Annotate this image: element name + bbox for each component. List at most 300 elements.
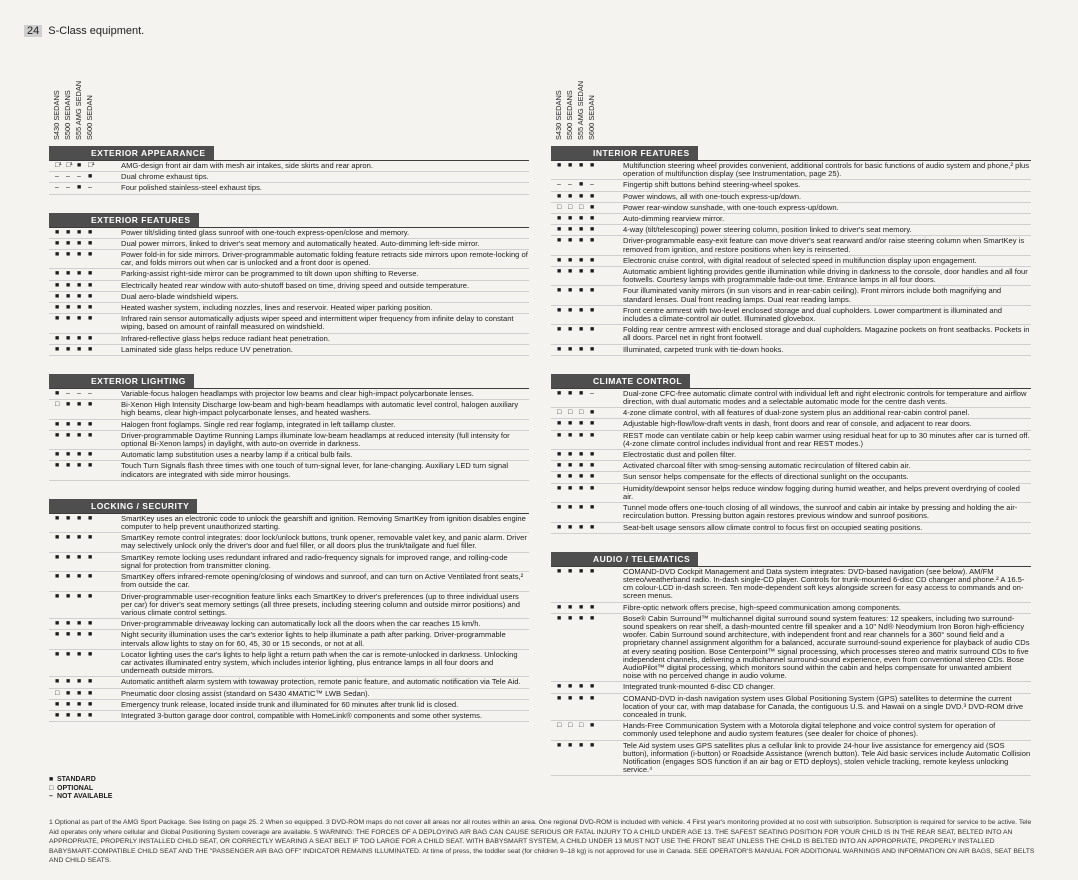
availability-marks: [49, 534, 119, 542]
standard-icon: ■: [49, 776, 54, 783]
availability-icon: ■: [590, 345, 595, 353]
feature-text: Fibre-optic network offers precise, high-speed communication among components.: [623, 602, 902, 612]
availability-icon: ■: [590, 287, 595, 295]
feature-row: [49, 533, 529, 552]
availability-icon: ■: [77, 462, 82, 470]
feature-text: Driver-programmable easy-exit feature can move driver's seat rearward and/or raise steering column when SmartKey is removed from ignition, and restore positions when key is reinserted.: [623, 236, 1025, 254]
availability-icon: ■: [77, 228, 82, 236]
feature-text: Automatic lamp substitution uses a nearby lamp if a critical bulb fails.: [121, 450, 353, 460]
availability-icon: ■: [568, 741, 573, 749]
feature-text: Infrared-reflective glass helps reduce radiant heat penetration.: [121, 333, 330, 343]
availability-icon: ■: [77, 711, 82, 719]
section-title: CLIMATE CONTROL: [551, 374, 690, 388]
right-column: [551, 60, 1031, 776]
feature-text: Folding rear centre armrest with enclosed storage and dual cupholders. Magazine pockets on front seatbacks. Pockets in all doors. Parcel net in right front footwell.: [623, 325, 1030, 343]
section-title: AUDIO / TELEMATICS: [551, 552, 698, 566]
footnote: 1 Optional as part of the AMG Sport Package. See listing on page 25. 2 When so equipped. 3 DVD-ROM maps do not cover all areas nor all routes within an area. One regional DVD-ROM is included with vehicle. 4 First year's monitoring provided at no cost with subscription. Subscription is required for service to be active. Tele Aid operates only where cellular and Global Positioning System coverage are available. 5 WARNING: THE FORCES OF A DEPLOYING AIR BAG CAN CAUSE SERIOUS OR FATAL INJURY TO A CHILD UNDER AGE 13. THE SAFEST SEATING POSITION FOR YOUR CHILD IS IN THE REAR SEAT, BELTED INTO AN APPROPRIATE, PROPERLY INSTALLED CHILD SEAT, OR CORRECTLY WEARING A SEAT BELT IF TOO LARGE FOR A CHILD SEAT. WITH BABYSMART SYSTEM, A CHILD UNDER 13 MUST NOT USE THE FRONT SEAT UNLESS THE CHILD IS BELTED INTO AN APPROPRIATE, PROPERLY INSTALLED BABYSMART-COMPATIBLE CHILD SEAT AND THE "PASSENGER AIR BAG OFF" INDICATOR REMAINS ILLUMINATED. At time of press, the toddler seat (for children 9–18 kg) is not approved for use in Canada. SEE OPERATOR'S MANUAL FOR ADDITIONAL WARNINGS AND INFORMATION ON AIR BAGS, SEAT BELTS AND CHILD SEATS.: [49, 819, 1035, 865]
availability-marks: [49, 573, 119, 581]
availability-marks: [551, 742, 621, 750]
feature-text: 4-way (tilt/telescoping) power steering column, position linked to driver's seat memory.: [623, 225, 912, 235]
availability-icon: ■: [77, 162, 82, 169]
availability-icon: ■: [590, 683, 595, 691]
availability-icon: ■: [568, 192, 573, 200]
availability-marks: [49, 620, 119, 628]
availability-icon: ■: [590, 306, 595, 314]
availability-icon: ■: [557, 162, 562, 169]
feature-row: [551, 472, 1031, 483]
availability-marks: [551, 326, 621, 334]
feature-text: Seat-belt usage sensors allow climate control to focus first on occupied seating positions.: [623, 522, 923, 532]
model-header: S600 SEDAN: [85, 95, 94, 140]
model-header: S500 SEDANS: [63, 90, 72, 140]
availability-icon: ■: [77, 689, 82, 697]
availability-icon: ■: [557, 614, 562, 622]
availability-icon: ■: [557, 694, 562, 702]
availability-marks: [49, 390, 119, 398]
section-title: LOCKING / SECURITY: [49, 499, 197, 513]
feature-text: Locator lighting uses the car's lights to help light a return path when the car is remote-unlocked in darkness. Unlocking car activates illuminated entry system, which includes interior lighting, plus entrance lamps in all four doors and underneath outside mirrors.: [121, 649, 518, 676]
availability-icon: ■: [55, 514, 60, 522]
feature-text: Four polished stainless-steel exhaust tips.: [121, 183, 262, 193]
availability-icon: ■: [590, 192, 595, 200]
availability-icon: ■: [568, 345, 573, 353]
availability-icon: ■: [579, 389, 584, 397]
feature-row: [551, 567, 1031, 603]
availability-icon: ■: [55, 553, 60, 561]
availability-icon: ■: [55, 228, 60, 236]
feature-section: [49, 209, 529, 356]
availability-icon: ■: [579, 268, 584, 276]
availability-icon: ■: [579, 694, 584, 702]
feature-text: Pneumatic door closing assist (standard on S430 4MATIC™ LWB Sedan).: [121, 688, 370, 698]
feature-row: [49, 400, 529, 419]
availability-icon: ■: [590, 603, 595, 611]
model-header: S600 SEDAN: [587, 95, 596, 140]
model-header: S430 SEDANS: [554, 90, 563, 140]
availability-icon: □: [557, 722, 562, 730]
availability-icon: ■: [568, 603, 573, 611]
availability-marks: [551, 193, 621, 201]
availability-icon: ■: [77, 184, 82, 192]
availability-icon: –: [557, 181, 561, 189]
availability-icon: –: [66, 390, 70, 398]
left-sections: [49, 142, 529, 722]
availability-icon: ■: [55, 345, 60, 353]
availability-icon: ■: [66, 345, 71, 353]
feature-section: [49, 495, 529, 722]
availability-marks: [551, 568, 621, 576]
feature-row: [551, 523, 1031, 534]
availability-icon: ■: [88, 420, 93, 428]
availability-icon: ■: [590, 523, 595, 531]
availability-icon: ■: [579, 741, 584, 749]
availability-icon: ■: [579, 226, 584, 234]
feature-row: [49, 345, 529, 356]
feature-section: [551, 548, 1031, 777]
feature-text: Adjustable high-flow/low-draft vents in dash, front doors and rear of console, and adjacent to rear doors.: [623, 419, 972, 429]
feature-row: [49, 461, 529, 480]
feature-row: [49, 281, 529, 292]
availability-icon: ■: [579, 504, 584, 512]
availability-icon: □: [557, 409, 562, 417]
availability-icon: ■: [88, 281, 93, 289]
feature-text: Activated charcoal filter with smog-sensing automatic recirculation of filtered cabin air.: [623, 461, 911, 471]
feature-row: [551, 682, 1031, 693]
availability-icon: ■: [66, 228, 71, 236]
availability-icon: ■: [88, 650, 93, 658]
availability-icon: ■: [568, 162, 573, 169]
feature-text: Automatic antitheft alarm system with towaway protection, remote panic feature, and automatic notification via Tele Aid.: [121, 677, 521, 687]
feature-row: [551, 431, 1031, 450]
section-header: [49, 370, 529, 389]
availability-icon: ■: [77, 534, 82, 542]
availability-icon: ■: [88, 239, 93, 247]
availability-icon: ■: [77, 239, 82, 247]
page-title: S-Class equipment.: [48, 25, 145, 37]
availability-icon: ■: [557, 504, 562, 512]
feature-row: [551, 286, 1031, 305]
availability-icon: ■: [77, 553, 82, 561]
feature-text: Dual aero-blade windshield wipers.: [121, 291, 239, 301]
availability-icon: ■: [77, 270, 82, 278]
availability-icon: ■: [77, 292, 82, 300]
feature-text: Dual power mirrors, linked to driver's seat memory and automatically heated. Auto-dimming left-side mirror.: [121, 238, 480, 248]
availability-icon: ■: [77, 315, 82, 323]
availability-icon: ■: [590, 409, 595, 417]
availability-icon: ■: [590, 431, 595, 439]
availability-icon: ■: [568, 306, 573, 314]
availability-icon: ■: [88, 315, 93, 323]
page-number: 24: [24, 25, 42, 37]
availability-icon: ■: [557, 345, 562, 353]
availability-marks: [49, 593, 119, 601]
availability-icon: □: [579, 722, 584, 730]
availability-icon: ■: [568, 237, 573, 245]
right-sections: [551, 142, 1031, 776]
availability-icon: –: [66, 173, 70, 181]
availability-icon: ■: [568, 226, 573, 234]
availability-marks: [49, 335, 119, 343]
feature-row: [551, 180, 1031, 191]
availability-icon: ■: [77, 345, 82, 353]
feature-row: [49, 689, 529, 700]
availability-icon: ■: [77, 631, 82, 639]
feature-row: [49, 228, 529, 239]
availability-marks: [551, 268, 621, 276]
availability-icon: ■: [590, 504, 595, 512]
availability-marks: [551, 473, 621, 481]
availability-icon: ■: [66, 700, 71, 708]
feature-row: [551, 503, 1031, 522]
availability-icon: ■: [579, 326, 584, 334]
availability-icon: ■: [579, 567, 584, 575]
availability-marks: [49, 421, 119, 429]
availability-icon: ■: [66, 292, 71, 300]
availability-icon: ■: [590, 473, 595, 481]
availability-icon: ■: [77, 401, 82, 409]
feature-text: Power rear-window sunshade, with one-touch express-up/down.: [623, 202, 839, 212]
availability-marks: [551, 390, 621, 398]
availability-marks: [49, 346, 119, 354]
availability-icon: ■: [66, 620, 71, 628]
legend-not-available: – NOT AVAILABLE: [49, 793, 113, 800]
availability-icon: ■: [88, 711, 93, 719]
availability-icon: ■: [77, 514, 82, 522]
section-title: INTERIOR FEATURES: [551, 146, 698, 160]
availability-icon: ■: [66, 315, 71, 323]
availability-icon: ■: [55, 451, 60, 459]
feature-text: Laminated side glass helps reduce UV penetration.: [121, 344, 293, 354]
availability-marks: [49, 462, 119, 470]
availability-icon: ■: [88, 631, 93, 639]
feature-row: [551, 225, 1031, 236]
availability-icon: ■: [557, 389, 562, 397]
availability-icon: ■: [579, 192, 584, 200]
availability-marks: [49, 515, 119, 523]
availability-icon: ■: [568, 256, 573, 264]
availability-icon: ■: [568, 523, 573, 531]
availability-icon: ■: [590, 741, 595, 749]
availability-icon: ■: [568, 504, 573, 512]
availability-icon: ■: [66, 534, 71, 542]
availability-marks: [551, 504, 621, 512]
availability-icon: ■: [590, 162, 595, 169]
availability-icon: ■: [77, 620, 82, 628]
availability-icon: ■: [557, 226, 562, 234]
availability-marks: [551, 181, 621, 189]
availability-icon: ■: [66, 553, 71, 561]
feature-text: REST mode can ventilate cabin or help keep cabin warmer using residual heat for up to 30 minutes after car is turned off. (4-zone climate control includes individual front and rear REST modes.): [623, 430, 1030, 448]
feature-row: [49, 269, 529, 280]
availability-icon: ■: [66, 431, 71, 439]
feature-text: Variable-focus halogen headlamps with projector low beams and clear high-impact polycarbonate lenses.: [121, 389, 474, 399]
availability-marks: [551, 257, 621, 265]
availability-marks: [49, 304, 119, 312]
availability-icon: ■: [590, 451, 595, 459]
availability-icon: ■: [557, 306, 562, 314]
availability-icon: ■: [55, 270, 60, 278]
availability-marks: [49, 678, 119, 686]
availability-icon: ■: [568, 268, 573, 276]
feature-row: [551, 419, 1031, 430]
availability-icon: ■: [55, 631, 60, 639]
availability-icon: ■: [88, 334, 93, 342]
availability-marks: [49, 451, 119, 459]
availability-icon: ■: [579, 614, 584, 622]
availability-icon: ■: [66, 689, 71, 697]
feature-text: Driver-programmable driveaway locking can automatically lock all the doors when the car reaches 15 km/h.: [121, 619, 481, 629]
feature-text: Bi-Xenon High Intensity Discharge low-beam and high-beam headlamps with automatic level control, halogen auxiliary high beams, clear high-impact polycarbonate lenses, and heated washers.: [121, 400, 519, 418]
legend: [49, 776, 112, 802]
availability-marks: [49, 432, 119, 440]
availability-marks: [49, 651, 119, 659]
feature-row: [551, 389, 1031, 408]
availability-icon: ■: [66, 462, 71, 470]
availability-icon: ■: [66, 678, 71, 686]
availability-icon: ■: [88, 534, 93, 542]
availability-icon: ■: [55, 390, 60, 398]
feature-row: [49, 420, 529, 431]
feature-row: [551, 741, 1031, 777]
availability-marks: [49, 293, 119, 301]
feature-section: [49, 142, 529, 195]
feature-text: Dual-zone CFC-free automatic climate control with individual left and right electronic controls for temperature and airflow direction, with dual automatic modes and a selectable automatic mode for the centre dash vents.: [623, 388, 1027, 407]
availability-icon: ■: [590, 226, 595, 234]
feature-row: [49, 303, 529, 314]
availability-marks: [49, 631, 119, 639]
availability-icon: ■: [579, 451, 584, 459]
feature-row: [49, 630, 529, 649]
availability-icon: ■: [579, 523, 584, 531]
availability-icon: ■: [590, 420, 595, 428]
availability-marks: [49, 240, 119, 248]
availability-icon: ■: [590, 203, 595, 211]
feature-row: [551, 721, 1031, 740]
model-header: S430 SEDANS: [52, 90, 61, 140]
availability-icon: ■: [590, 237, 595, 245]
legend-standard: ■ STANDARD: [49, 776, 96, 783]
feature-text: Multifunction steering wheel provides convenient, additional controls for basic functions of audio system and phone,² plus operation of multifunction display (see Instrumentation, page 25).: [623, 161, 1030, 179]
availability-icon: ■: [568, 683, 573, 691]
availability-icon: ■: [55, 620, 60, 628]
feature-row: [49, 572, 529, 591]
availability-marks: [551, 695, 621, 703]
availability-marks: [551, 604, 621, 612]
availability-icon: ■: [568, 473, 573, 481]
model-headers-right: [554, 60, 1031, 140]
availability-icon: ■: [557, 462, 562, 470]
availability-icon: ■: [590, 484, 595, 492]
availability-marks: [49, 401, 119, 409]
feature-text: Emergency trunk release, located inside trunk and illuminated for 60 minutes after trunk lid is closed.: [121, 699, 459, 709]
availability-icon: □: [579, 409, 584, 417]
availability-icon: ■: [66, 711, 71, 719]
availability-marks: [551, 346, 621, 354]
model-header: S55 AMG SEDAN: [576, 80, 585, 140]
feature-text: Tele Aid system uses GPS satellites plus a cellular link to provide 24-hour live assistance for emergency aid (SOS button), information (i-button) or Roadside Assistance (wrench button). Tele Aid basic services include Automatic Collision Notification (engages SOS function if an air bag or ETD deploys), stolen vehicle tracking, remote keyless unlocking service.⁴: [623, 740, 1031, 775]
availability-marks: [551, 615, 621, 623]
availability-marks: [49, 184, 119, 192]
feature-text: Tunnel mode offers one-touch closing of all windows, the sunroof and cabin air intake by pressing and holding the air-recirculation button. Pressing button again restores previous window and sunroof positions.: [623, 503, 1018, 521]
feature-row: [551, 236, 1031, 255]
section-header: [551, 142, 1031, 161]
availability-icon: ■: [557, 484, 562, 492]
availability-icon: –: [590, 389, 594, 397]
availability-marks: [551, 162, 621, 170]
availability-marks: [49, 315, 119, 323]
section-header: [49, 142, 529, 161]
availability-icon: ■: [77, 573, 82, 581]
availability-icon: ■: [77, 678, 82, 686]
availability-marks: [551, 409, 621, 417]
availability-icon: □: [579, 203, 584, 211]
feature-row: [551, 345, 1031, 356]
availability-icon: ■: [568, 462, 573, 470]
feature-text: Bose® Cabin Surround™ multichannel digital surround sound system features: 12 speakers, including two surround-sound speakers on rear shelf, a dash-mounted centre fill speaker and a 10" Nd® Neodymium Iron Boron high-efficiency woofer. Cabin Surround sound architecture, with independent front and rear channels for a 360° sound field and a proprietary channel assignment algorithm for a balanced, accurate surround-sound experience for playback of audio CDs at every seating position. Bose Centerpoint™ signal processing, which processes stereo and matrix surround CDs to five independent channels, delivering a multichannel surround-sound experience, even from conventional stereo CDs. Bose AudioPilot™ digital processing, which monitors sound within the cabin and helps compensate for unwanted ambient noise with no perceived change in audio volume.: [623, 613, 1030, 681]
availability-icon: –: [590, 181, 594, 189]
availability-icon: □: [568, 722, 573, 730]
availability-icon: –: [568, 181, 572, 189]
availability-icon: ■: [55, 650, 60, 658]
availability-marks: [49, 554, 119, 562]
availability-icon: ■: [579, 462, 584, 470]
availability-marks: [49, 251, 119, 259]
availability-icon: ■: [66, 334, 71, 342]
feature-row: [551, 484, 1031, 503]
availability-icon: ■: [77, 251, 82, 259]
availability-marks: [551, 237, 621, 245]
availability-icon: ■: [88, 592, 93, 600]
availability-icon: ■: [579, 162, 584, 169]
feature-text: Electrostatic dust and pollen filter.: [623, 450, 737, 460]
availability-icon: □: [55, 689, 60, 697]
availability-icon: ■: [88, 678, 93, 686]
availability-icon: ■: [568, 287, 573, 295]
availability-icon: ■: [557, 192, 562, 200]
availability-icon: ■: [55, 711, 60, 719]
availability-icon: □: [568, 203, 573, 211]
availability-marks: [49, 690, 119, 698]
feature-row: [49, 619, 529, 630]
availability-icon: ■: [88, 462, 93, 470]
availability-icon: ■: [77, 281, 82, 289]
availability-icon: ■: [88, 553, 93, 561]
feature-text: Halogen front foglamps. Single red rear foglamp, integrated in left taillamp cluster.: [121, 419, 396, 429]
feature-row: [551, 603, 1031, 614]
availability-icon: ■: [55, 573, 60, 581]
availability-icon: ■: [579, 431, 584, 439]
feature-row: [551, 161, 1031, 180]
section-header: [49, 209, 529, 228]
feature-text: COMAND-DVD in-dash navigation system uses Global Positioning System (GPS) satellites to determine the current location of your car, with map database for Canada, the contiguous U.S. and Hawaii on a single DVD.³ DVD-ROM drive concealed in trunk.: [623, 693, 1024, 719]
feature-row: [551, 306, 1031, 325]
feature-row: [551, 192, 1031, 203]
availability-icon: ■: [55, 315, 60, 323]
feature-text: Power tilt/sliding tinted glass sunroof with one-touch express-open/close and memory.: [121, 227, 410, 237]
feature-row: [551, 267, 1031, 286]
availability-icon: ■: [579, 345, 584, 353]
feature-section: [551, 142, 1031, 356]
availability-icon: ■: [557, 326, 562, 334]
feature-row: [551, 614, 1031, 683]
availability-marks: [551, 432, 621, 440]
availability-icon: ■: [55, 462, 60, 470]
feature-text: SmartKey offers infrared-remote opening/closing of windows and sunroof, and can turn on Active Ventilated front seats,² from outside the car.: [121, 572, 524, 590]
availability-icon: ■: [77, 700, 82, 708]
availability-icon: ■: [557, 237, 562, 245]
section-title: EXTERIOR LIGHTING: [49, 374, 194, 388]
availability-marks: [49, 162, 119, 170]
feature-row: [49, 172, 529, 183]
page-header: [24, 24, 144, 38]
availability-icon: ■: [66, 401, 71, 409]
availability-icon: –: [77, 390, 81, 398]
feature-text: Driver-programmable Daytime Running Lamps illuminate low-beam headlamps at reduced intensity (full intensity for optional Bi-Xenon lamps) in daylight, with auto-on override in darkness.: [121, 430, 510, 449]
availability-icon: ■: [568, 389, 573, 397]
feature-text: Fingertip shift buttons behind steering-wheel spokes.: [623, 180, 801, 190]
availability-icon: ■: [579, 420, 584, 428]
feature-text: Humidity/dewpoint sensor helps reduce window fogging during humid weather, and helps prevent overdrying of cooled air.: [623, 483, 1020, 501]
feature-text: Integrated 3-button garage door control, compatible with HomeLink® components and some other systems.: [121, 710, 483, 720]
availability-icon: ■: [557, 523, 562, 531]
availability-icon: ■: [579, 237, 584, 245]
availability-marks: [551, 722, 621, 730]
availability-marks: [551, 226, 621, 234]
availability-icon: ■: [568, 451, 573, 459]
availability-icon: ■: [568, 215, 573, 223]
availability-icon: ■: [579, 484, 584, 492]
availability-icon: ■: [77, 420, 82, 428]
